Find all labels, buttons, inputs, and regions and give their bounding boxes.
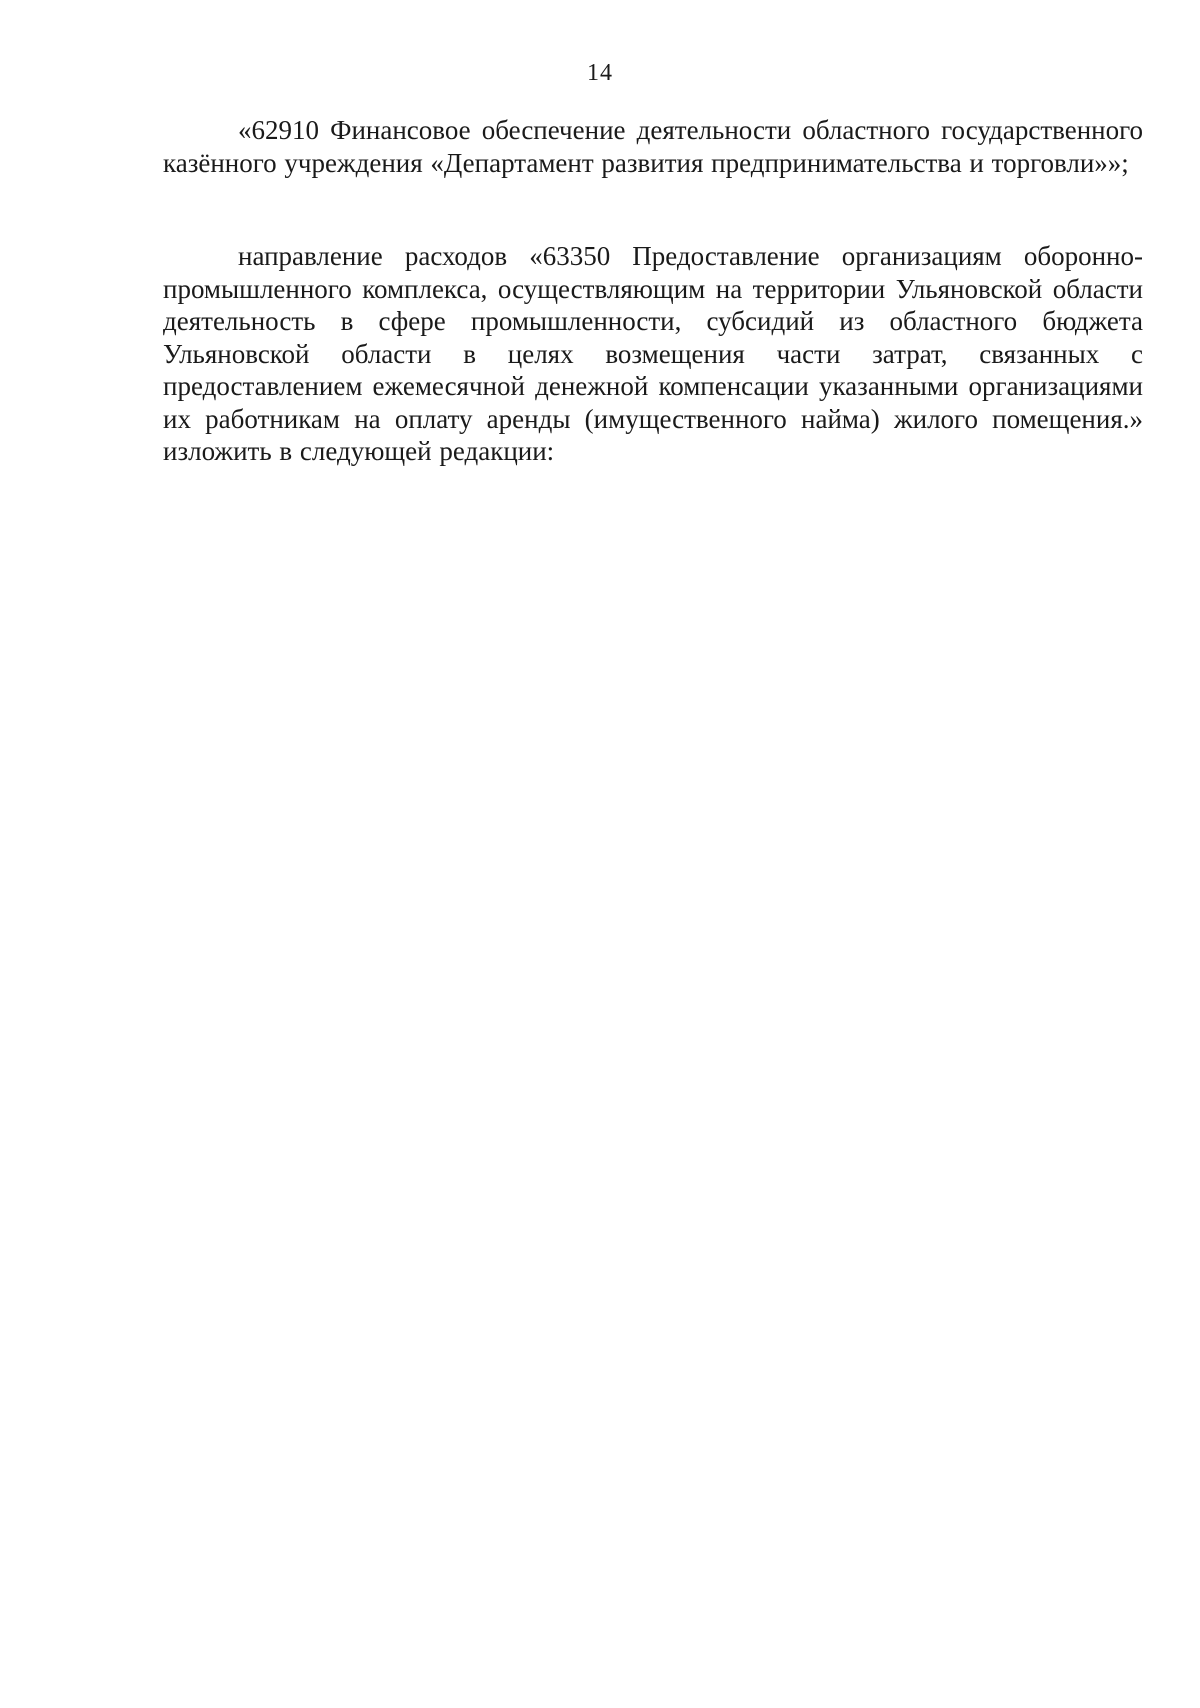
paragraph-63350-intro — [163, 240, 1143, 468]
paragraph-62910 — [163, 114, 1143, 179]
paragraph-text: «62910 Финансовое обеспечение деятельности областного государственного казённого учреждения «Департамент развития предпринимательства и торговли»»; — [163, 115, 1143, 178]
paragraph-text: направление расходов «63350 Предоставление организациям оборонно-промышленного комплекса, осуществляющим на территории Ульяновской области деятельность в сфере промышленности, субсидий из областного бюджета Ульяновской области в целях возмещения части затрат, связанных с предоставлением ежемесячной денежной компенсации указанными организациями их работникам на оплату аренды (имущественного найма) жилого помещения.» изложить в следующей редакции: — [163, 241, 1143, 466]
page-number: 14 — [587, 60, 613, 86]
